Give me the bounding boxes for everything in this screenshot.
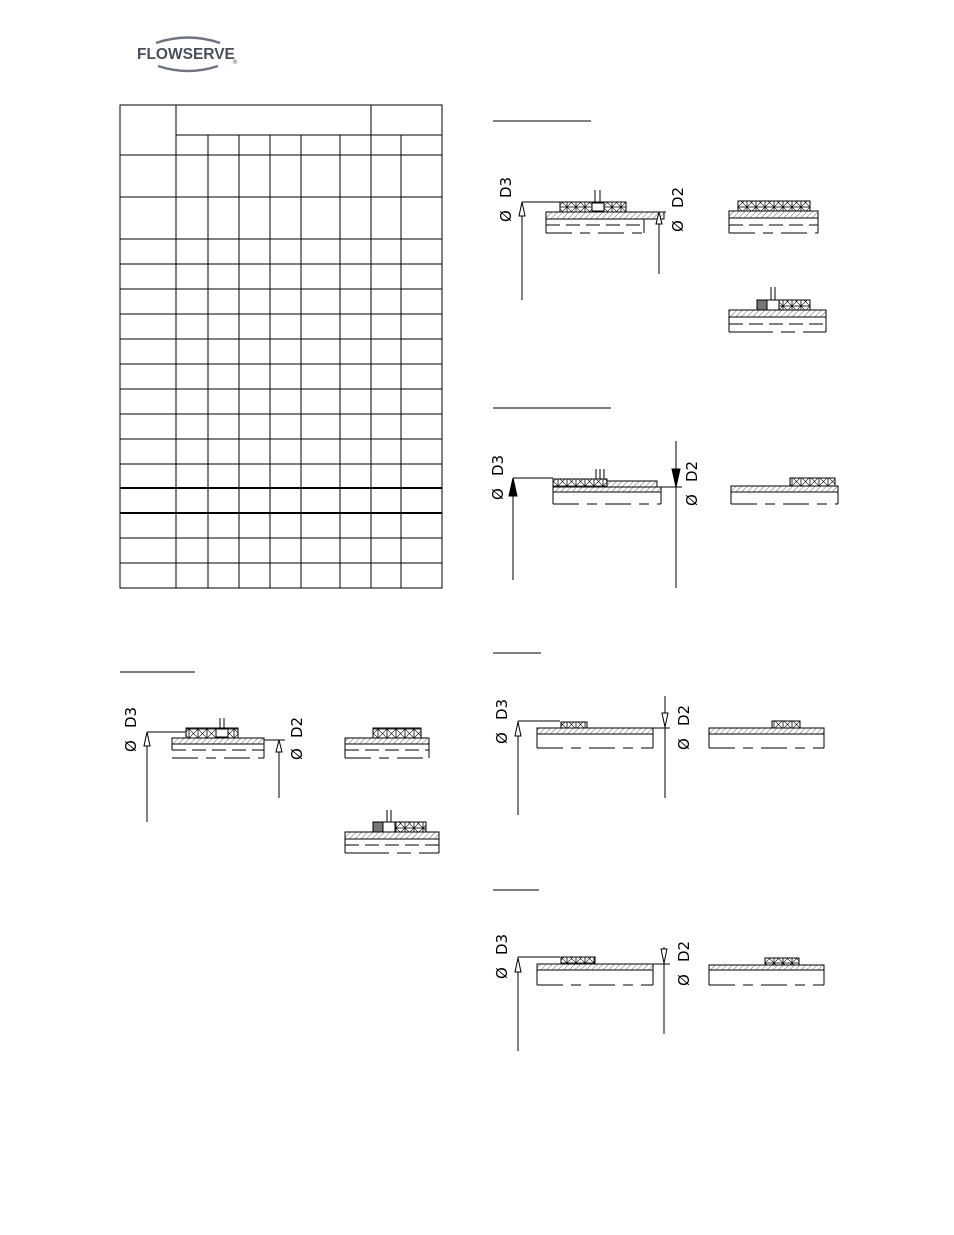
dimension-table (120, 105, 442, 588)
label-d2-right-2: D2 (683, 460, 701, 482)
seal-drawing-left-variant-a (345, 728, 429, 758)
seal-drawing-left-main (144, 718, 285, 822)
label-dia-d3-right-4: Ø (493, 967, 511, 979)
seal-drawing-right-4-main (515, 947, 670, 1051)
seal-drawing-right-1-variant-b (729, 287, 826, 332)
seal-drawing-left-variant-b (345, 810, 439, 853)
label-d3-right-2: D3 (489, 454, 507, 476)
label-d2-right-4: D2 (675, 940, 693, 962)
label-dia-d2-right-4: Ø (675, 974, 693, 986)
label-dia-d3-right-3: Ø (493, 732, 511, 744)
label-d3-right-1: D3 (497, 176, 515, 198)
label-dia-d2-right-2: Ø (683, 494, 701, 506)
label-dia-d2-right-3: Ø (675, 738, 693, 750)
label-d2-right-1: D2 (669, 186, 687, 208)
seal-drawing-right-1-variant-a (729, 201, 818, 233)
label-dia-d3-right-1: Ø (497, 210, 515, 222)
seal-drawing-right-1-main (519, 190, 666, 300)
label-d3-left: D3 (122, 706, 140, 728)
logo-mark: ® (232, 59, 238, 66)
label-d3-right-4: D3 (493, 933, 511, 955)
seal-drawing-right-2-main (509, 441, 682, 588)
label-dia-d2-right-1: Ø (669, 220, 687, 232)
logo-text: FLOWSERVE (137, 46, 235, 63)
label-d2-left: D2 (288, 716, 306, 738)
label-dia-d2-left: Ø (288, 748, 306, 760)
seal-drawing-right-2-variant (731, 478, 838, 504)
seal-drawing-right-3-main (515, 696, 670, 815)
seal-drawing-right-4-variant (709, 958, 824, 985)
seal-drawing-right-3-variant (709, 721, 824, 748)
label-d2-right-3: D2 (675, 704, 693, 726)
label-dia-d3-right-2: Ø (489, 488, 507, 500)
label-d3-right-3: D3 (493, 698, 511, 720)
label-dia-d3-left: Ø (122, 740, 140, 752)
